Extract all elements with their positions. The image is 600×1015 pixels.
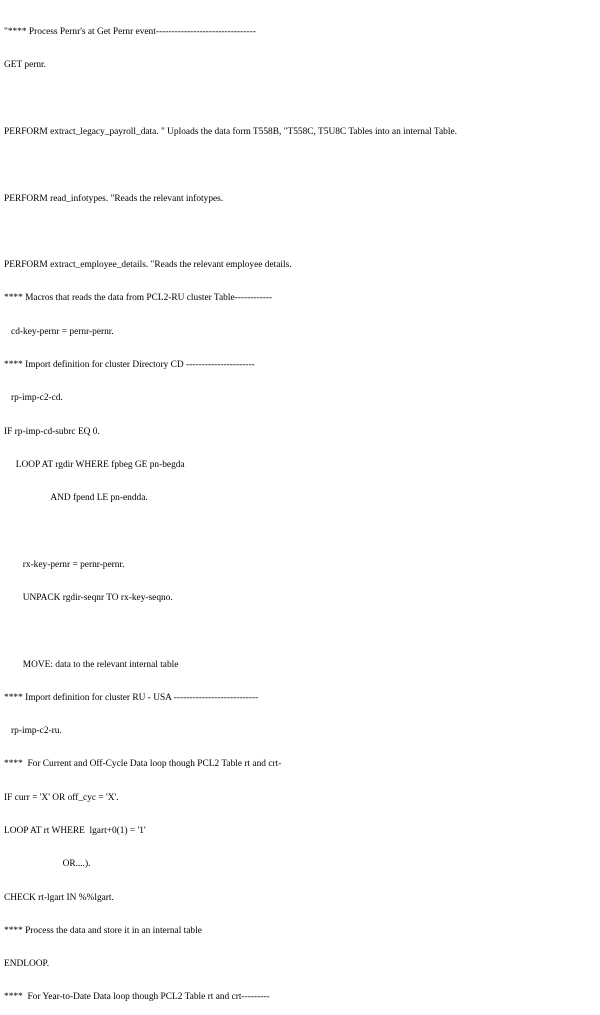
- code-line: IF rp-imp-cd-subrc EQ 0.: [4, 426, 100, 437]
- code-line: cd-key-pernr = pernr-pernr.: [4, 326, 114, 337]
- code-line: rp-imp-c2-cd.: [4, 393, 63, 404]
- code-line: LOOP AT rt WHERE lgart+0(1) = '1': [4, 825, 146, 836]
- comment-line: **** Import definition for cluster RU - USA ---------------------------: [4, 692, 259, 703]
- code-line: ENDLOOP.: [4, 959, 50, 970]
- code-line: PERFORM extract_employee_details. "Reads the relevant employee details.: [4, 260, 292, 271]
- comment-line: **** Process the data and store it in an internal table: [4, 925, 202, 936]
- code-line: MOVE: data to the relevant internal table: [4, 659, 179, 670]
- code-listing: [4, 5, 598, 1015]
- blank-line: [4, 526, 598, 537]
- code-line: rp-imp-c2-ru.: [4, 726, 62, 737]
- code-line: "**** Process Pernr's at Get Pernr event--------------------------------: [4, 27, 256, 38]
- code-line: AND fpend LE pn-endda.: [4, 493, 148, 504]
- blank-line: [4, 227, 598, 238]
- blank-line: [4, 94, 598, 105]
- blank-line: [4, 626, 598, 637]
- code-line: rx-key-pernr = pernr-pernr.: [4, 559, 125, 570]
- code-line: IF curr = 'X' OR off_cyc = 'X'.: [4, 792, 119, 803]
- comment-line: **** Import definition for cluster Directory CD ----------------------: [4, 360, 255, 370]
- comment-line: **** For Year-to-Date Data loop though PCL2 Table rt and crt---------: [4, 992, 270, 1003]
- code-line: LOOP AT rgdir WHERE fpbeg GE pn-begda: [4, 459, 185, 470]
- blank-line: [4, 160, 598, 171]
- code-line: UNPACK rgdir-seqnr TO rx-key-seqno.: [4, 592, 173, 603]
- comment-line: **** Macros that reads the data from PCL2-RU cluster Table------------: [4, 293, 273, 304]
- comment-line: **** For Current and Off-Cycle Data loop though PCL2 Table rt and crt-: [4, 759, 282, 770]
- code-line: PERFORM extract_legacy_payroll_data. " Uploads the data form T558B, "T558C, T5U8C Tables into an internal Table.: [4, 127, 457, 138]
- code-line: OR....).: [4, 859, 91, 870]
- code-line: PERFORM read_infotypes. "Reads the relevant infotypes.: [4, 193, 224, 204]
- code-line: GET pernr.: [4, 60, 47, 71]
- code-line: CHECK rt-lgart IN %%lgart.: [4, 892, 114, 903]
